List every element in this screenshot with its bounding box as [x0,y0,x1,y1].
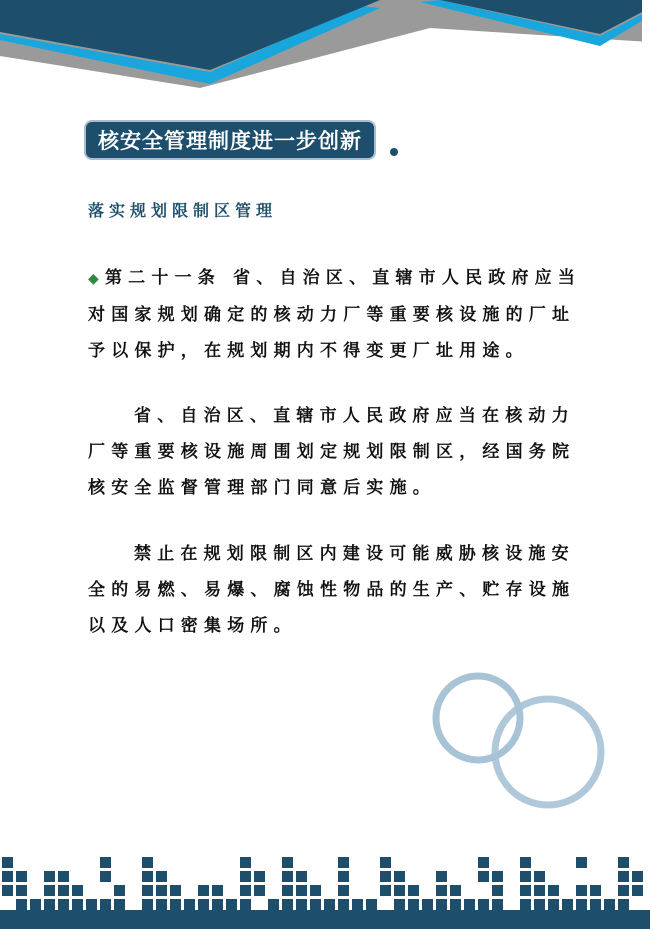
footer-pixel-square [492,899,503,910]
footer-pixel-square [156,871,167,882]
footer-pixel-square [534,871,545,882]
footer-pixel-square [142,885,153,896]
footer-pixel-square [16,885,27,896]
footer-pixel-square [408,885,419,896]
footer-pixel-square [380,885,391,896]
footer-pixel-square [44,885,55,896]
footer-pixel-square [156,885,167,896]
footer-pixel-square [142,899,153,910]
footer-pixel-square [576,857,587,868]
footer-pixel-square [520,871,531,882]
footer-pixel-square [604,899,615,910]
footer-pixel-square [492,885,503,896]
footer-pixel-square [632,871,643,882]
footer-pixel-square [198,885,209,896]
footer-pixel-square [548,885,559,896]
footer-pixel-square [100,871,111,882]
footer-pixel-square [310,885,321,896]
footer-pixel-pattern [0,850,650,929]
footer-pixel-square [590,885,601,896]
footer-pixel-square [380,857,391,868]
footer-pixel-square [156,899,167,910]
footer-pixel-square [254,871,265,882]
footer-pixel-square [170,899,181,910]
footer-pixel-square [394,899,405,910]
footer-pixel-square [86,899,97,910]
footer-pixel-square [226,899,237,910]
footer-pixel-square [366,899,377,910]
footer-pixel-square [618,857,629,868]
footer-pixel-square [618,871,629,882]
footer-band [0,910,650,929]
footer-pixel-square [324,899,335,910]
footer-pixel-square [100,857,111,868]
footer-pixel-square [562,899,573,910]
title-dot-decoration [390,148,398,156]
footer-pixel-square [114,899,125,910]
footer-pixel-square [450,899,461,910]
footer-pixel-square [198,899,209,910]
footer-pixel-square [2,857,13,868]
footer-pixel-square [422,899,433,910]
footer-pixel-square [394,885,405,896]
paragraph-restricted-zone: 省、自治区、直辖市人民政府应当在核动力厂等重要核设施周围划定规划限制区，经国务院核安全监督管理部门同意后实施。 [88,406,576,498]
footer-pixel-square [240,857,251,868]
footer-pixel-square [450,885,461,896]
footer-pixel-square [282,899,293,910]
footer-pixel-square [254,885,265,896]
footer-pixel-square [436,899,447,910]
footer-pixel-square [2,885,13,896]
footer-pixel-square [338,857,349,868]
footer-pixel-square [380,871,391,882]
footer-pixel-square [240,899,251,910]
paragraph-article-21 [88,260,588,369]
footer-pixel-square [212,899,223,910]
section-title-box [86,122,374,158]
footer-pixel-square [520,857,531,868]
decorative-circle-large [495,699,601,805]
footer-pixel-square [576,885,587,896]
footer-pixel-square [268,899,279,910]
footer-pixel-square [478,899,489,910]
footer-pixel-square [296,885,307,896]
footer-pixel-square [618,899,629,910]
footer-pixel-square [212,885,223,896]
footer-pixel-square [338,885,349,896]
footer-pixel-square [436,871,447,882]
footer-pixel-square [408,899,419,910]
subsection-heading: 落实规划限制区管理 [88,201,278,220]
footer-pixel-square [142,871,153,882]
footer-pixel-square [240,885,251,896]
footer-pixel-square [16,871,27,882]
footer-pixel-square [576,899,587,910]
footer-pixel-square [520,899,531,910]
footer-pixel-square [58,899,69,910]
paragraph-text: 第二十一条 省、自治区、直辖市人民政府应当对国家规划确定的核动力厂等重要核设施的厂址予以保护，在规划期内不得变更厂址用途。 [88,268,582,361]
footer-pixel-square [590,899,601,910]
footer-pixel-square [352,899,363,910]
footer-pixel-square [72,899,83,910]
footer-pixel-square [338,899,349,910]
footer-pixel-square [492,871,503,882]
footer-pixel-square [618,885,629,896]
footer-pixel-square [310,899,321,910]
footer-pixel-square [534,899,545,910]
footer-pixel-square [30,899,41,910]
footer-pixel-square [184,899,195,910]
footer-pixel-square [100,899,111,910]
banner-white-edge [642,0,650,100]
footer-pixel-square [520,885,531,896]
decorative-circles [420,660,620,820]
footer-pixel-square [142,857,153,868]
footer-pixel-square [58,885,69,896]
footer-pixel-square [282,885,293,896]
footer-pixel-square [16,899,27,910]
footer-pixel-square [548,899,559,910]
footer-pixel-square [436,885,447,896]
footer-pixel-square [534,885,545,896]
footer-pixel-square [170,885,181,896]
footer-pixel-square [44,899,55,910]
footer-pixel-square [632,885,643,896]
section-title: 核安全管理制度进一步创新 [98,129,362,153]
footer-pixel-square [282,871,293,882]
footer-pixel-square [240,871,251,882]
footer-pixel-square [58,871,69,882]
green-diamond-icon: ◆ [88,271,105,287]
footer-pixel-square [478,857,489,868]
footer-pixel-square [296,871,307,882]
footer-pixel-square [338,871,349,882]
footer-pixel-square [44,871,55,882]
footer-pixel-square [394,871,405,882]
footer-pixel-square [464,899,475,910]
header-banner-graphic [0,0,650,100]
footer-pixel-square [296,899,307,910]
footer-pixel-square [2,871,13,882]
footer-pixel-square [72,885,83,896]
footer-pixel-square [282,857,293,868]
footer-pixel-square [114,885,125,896]
paragraph-prohibition: 禁止在规划限制区内建设可能威胁核设施安全的易燃、易爆、腐蚀性物品的生产、贮存设施以及人口密集场所。 [88,544,576,636]
footer-pixel-square [478,871,489,882]
